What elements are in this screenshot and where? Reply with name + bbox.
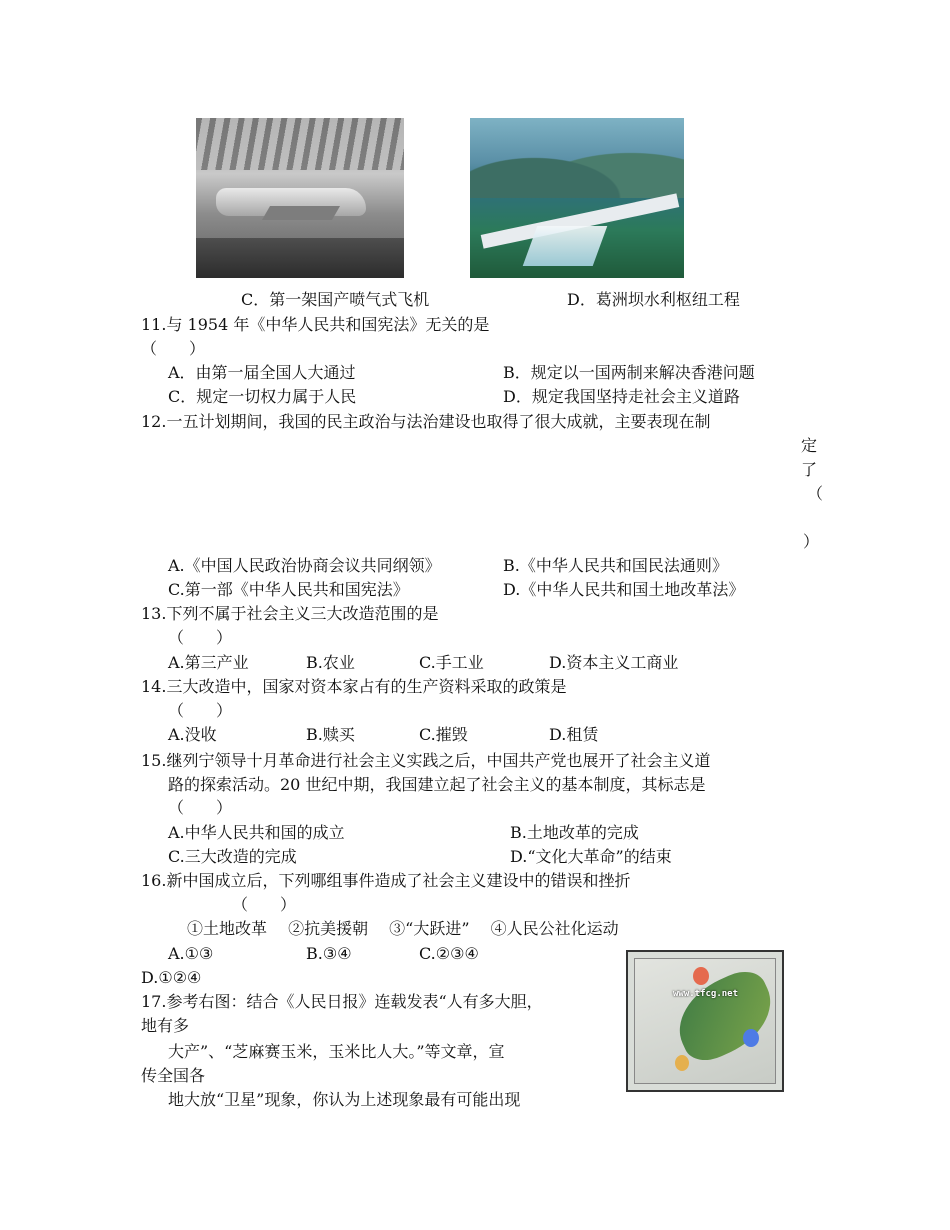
q17-stem-line3: 大产”、“芝麻赛玉米，玉米比人大。”等文章，宣: [168, 1042, 505, 1061]
q12-answer-paren-open: （: [807, 484, 824, 503]
mountains: [470, 128, 684, 198]
great-leap-cartoon: [626, 950, 784, 1092]
gezhouba-dam-photo: [470, 118, 684, 278]
q16-option-c: C.②③④: [419, 944, 479, 963]
child-figure: [693, 967, 709, 985]
q13-option-b: B.农业: [306, 653, 355, 672]
q13-option-c: C.手工业: [419, 653, 484, 672]
q11-answer-paren: （ ）: [141, 339, 206, 358]
jet-aircraft-photo: [196, 118, 404, 278]
q15-option-d: D.“文化大革命”的结束: [510, 847, 672, 866]
q11-option-d: D．规定我国坚持走社会主义道路: [503, 387, 740, 406]
q16-items: ①土地改革 ②抗美援朝 ③“大跃进” ④人民公社化运动: [187, 919, 619, 938]
q12-stem: 12.一五计划期间，我国的民主政治与法治建设也取得了很大成就，主要表现在制: [141, 412, 711, 431]
q12-option-d: D.《中华人民共和国土地改革法》: [503, 580, 745, 599]
q15-answer-paren: （ ）: [168, 798, 233, 817]
q16-option-b: B.③④: [306, 944, 352, 963]
q16-answer-paren: （ ）: [232, 895, 297, 914]
q16-option-d: D.①②④: [141, 968, 202, 987]
q15-option-a: A.中华人民共和国的成立: [168, 823, 345, 842]
q15-stem-line1: 15.继列宁领导十月革命进行社会主义实践之后，中国共产党也展开了社会主义道: [141, 751, 711, 770]
q14-option-b: B.赎买: [306, 725, 355, 744]
q15-stem-line2: 路的探索活动。20 世纪中期，我国建立起了社会主义的基本制度，其标志是: [168, 775, 706, 794]
q17-stem-line5: 地大放“卫星”现象，你认为上述现象最有可能出现: [168, 1090, 521, 1109]
q17-stem-line1: 17.参考右图：结合《人民日报》连载发表“人有多大胆，: [141, 992, 543, 1011]
q12-option-a: A.《中国人民政治协商会议共同纲领》: [168, 556, 441, 575]
q14-option-a: A.没收: [168, 725, 217, 744]
q13-answer-paren: （ ）: [168, 628, 233, 647]
q14-answer-paren: （ ）: [168, 701, 233, 720]
q14-option-c: C.摧毁: [419, 725, 468, 744]
giant-corn-illustration: [665, 963, 784, 1069]
cartoon-watermark: www.tfcg.net: [673, 989, 739, 999]
q11-option-a: A．由第一届全国人大通过: [168, 363, 356, 382]
q11-option-b: B．规定以一国两制来解决香港问题: [503, 363, 755, 382]
q14-option-d: D.租赁: [549, 725, 599, 744]
jet-caption: C．第一架国产喷气式飞机: [241, 290, 430, 309]
spillway-water: [523, 226, 608, 266]
q12-option-b: B.《中华人民共和国民法通则》: [503, 556, 728, 575]
q12-stem-tail: 了: [801, 460, 818, 479]
q16-stem: 16.新中国成立后，下列哪组事件造成了社会主义建设中的错误和挫折: [141, 871, 631, 890]
hangar-floor: [196, 238, 404, 278]
q16-option-a: A.①③: [168, 944, 214, 963]
q15-option-b: B.土地改革的完成: [510, 823, 639, 842]
q17-stem-line2: 地有多: [141, 1016, 190, 1035]
child-figure: [743, 1029, 759, 1047]
q12-answer-paren-close: ）: [803, 532, 820, 551]
q17-stem-line4: 传全国各: [141, 1066, 206, 1085]
q13-option-a: A.第三产业: [168, 653, 249, 672]
jet-wing: [262, 206, 340, 220]
q12-option-c: C.第一部《中华人民共和国宪法》: [168, 580, 409, 599]
dam-caption: D．葛洲坝水利枢纽工程: [567, 290, 740, 309]
q13-stem: 13.下列不属于社会主义三大改造范围的是: [141, 604, 439, 623]
hangar-roof: [196, 118, 404, 170]
q13-option-d: D.资本主义工商业: [549, 653, 679, 672]
q14-stem: 14.三大改造中，国家对资本家占有的生产资料采取的政策是: [141, 677, 567, 696]
q11-stem: 11.与 1954 年《中华人民共和国宪法》无关的是: [141, 315, 490, 334]
q15-option-c: C.三大改造的完成: [168, 847, 297, 866]
cartoon-frame: [634, 958, 776, 1084]
q12-stem-tail: 定: [801, 436, 818, 455]
child-figure: [675, 1055, 689, 1071]
q11-option-c: C．规定一切权力属于人民: [168, 387, 357, 406]
